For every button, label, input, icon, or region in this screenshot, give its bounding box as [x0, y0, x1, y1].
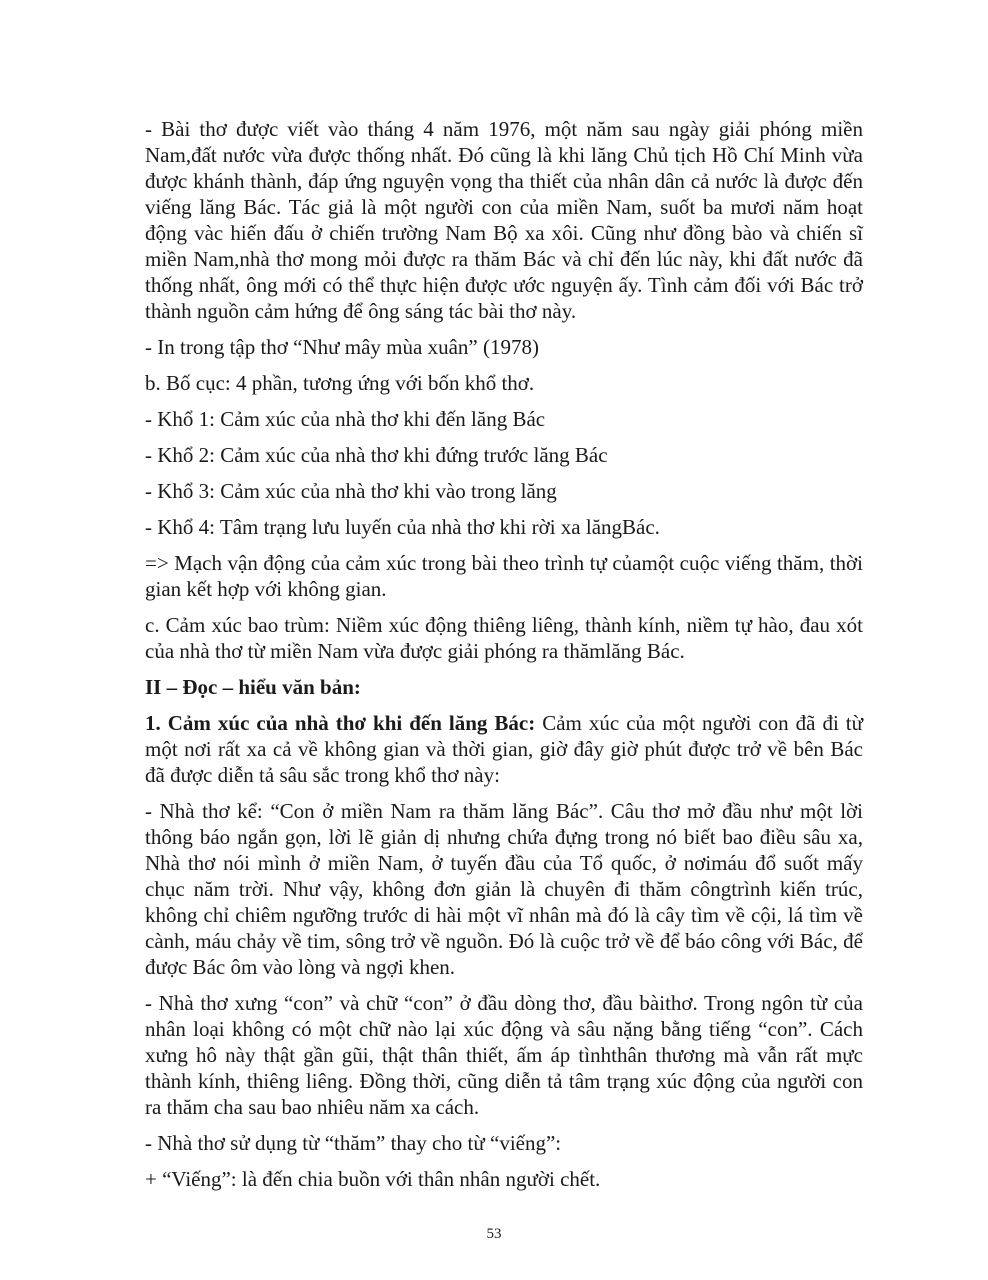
document-body: [145, 116, 863, 1202]
paragraph-overall-emotion: c. Cảm xúc bao trùm: Niềm xúc động thiêng liêng, thành kính, niềm tự hào, đau xót của nhà thơ từ miền Nam vừa được giải phóng ra thămlăng Bác.: [145, 613, 863, 663]
paragraph-subsection-1: [145, 710, 863, 788]
paragraph-emotion-flow: => Mạch vận động của cảm xúc trong bài theo trình tự củamột cuộc viếng thăm, thời gian kết hợp với không gian.: [145, 551, 863, 601]
paragraph-definition: + “Viếng”: là đến chia buồn với thân nhân người chết.: [145, 1167, 601, 1191]
list-item-stanza-3: - Khổ 3: Cảm xúc của nhà thơ khi vào trong lăng: [145, 479, 557, 503]
subsection-title: 1. Cảm xúc của nhà thơ khi đến lăng Bác:: [145, 711, 536, 735]
subsection-intro: Cảm xúc của một người con đã đi từ một nơi rất xa cả về không gian và thời gian, giờ đây giờ phút được trở về bên Bác đã được diễn tả sâu sắc trong khổ thơ này:: [145, 711, 863, 787]
list-item-stanza-2: - Khổ 2: Cảm xúc của nhà thơ khi đứng trước lăng Bác: [145, 443, 608, 467]
paragraph-publication: - In trong tập thơ “Như mây mùa xuân” (1978): [145, 335, 539, 359]
paragraph-structure: b. Bố cục: 4 phần, tương ứng với bốn khổ thơ.: [145, 371, 535, 395]
paragraph-analysis-1: - Nhà thơ kể: “Con ở miền Nam ra thăm lăng Bác”. Câu thơ mở đầu như một lời thông báo ngắn gọn, lời lẽ giản dị nhưng chứa đựng trong nó biết bao điều sâu xa, Nhà thơ nói mình ở miền Nam, ở tuyến đầu của Tổ quốc, ở nơimáu đổ suốt mấy chục năm trời. Như vậy, không đơn giản là chuyên đi thăm côngtrình kiến trúc, không chỉ chiêm ngưỡng trước di hài một vĩ nhân mà đó là cây tìm về cội, lá tìm về cành, máu chảy về tim, sông trở về nguồn. Đó là cuộc trở về để báo công với Bác, để được Bác ôm vào lòng và ngợi khen.: [145, 799, 863, 979]
page-number: 53: [486, 1226, 502, 1242]
paragraph-background: - Bài thơ được viết vào tháng 4 năm 1976, một năm sau ngày giải phóng miền Nam,đất nước vừa được thống nhất. Đó cũng là khi lăng Chủ tịch Hồ Chí Minh vừa được khánh thành, đáp ứng nguyện vọng tha thiết của nhân dân cả nước là được đến viếng lăng Bác. Tác giả là một người con của miền Nam, suốt ba mươi năm hoạt động vàc hiến đấu ở chiến trường Nam Bộ xa xôi. Cũng như đồng bào và chiến sĩ miền Nam,nhà thơ mong mỏi được ra thăm Bác và chỉ đến lúc này, khi đất nước đã thống nhất, ông mới có thể thực hiện được ước nguyện ấy. Tình cảm đối với Bác trở thành nguồn cảm hứng để ông sáng tác bài thơ này.: [145, 117, 863, 323]
list-item-stanza-1: - Khổ 1: Cảm xúc của nhà thơ khi đến lăng Bác: [145, 407, 546, 431]
paragraph-analysis-2: - Nhà thơ xưng “con” và chữ “con” ở đầu dòng thơ, đầu bàithơ. Trong ngôn từ của nhân loại không có một chữ nào lại xúc động và sâu nặng bằng tiếng “con”. Cách xưng hô này thật gần gũi, thật thân thiết, ấm áp tìnhthân thương mà vẫn rất mực thành kính, thiêng liêng. Đồng thời, cũng diễn tả tâm trạng xúc động của người con ra thăm cha sau bao nhiêu năm xa cách.: [145, 991, 863, 1119]
list-item-stanza-4: - Khổ 4: Tâm trạng lưu luyến của nhà thơ khi rời xa lăngBác.: [145, 515, 660, 539]
paragraph-word-choice: - Nhà thơ sử dụng từ “thăm” thay cho từ “viếng”:: [145, 1131, 562, 1155]
section-heading: II – Đọc – hiểu văn bản:: [145, 675, 361, 699]
